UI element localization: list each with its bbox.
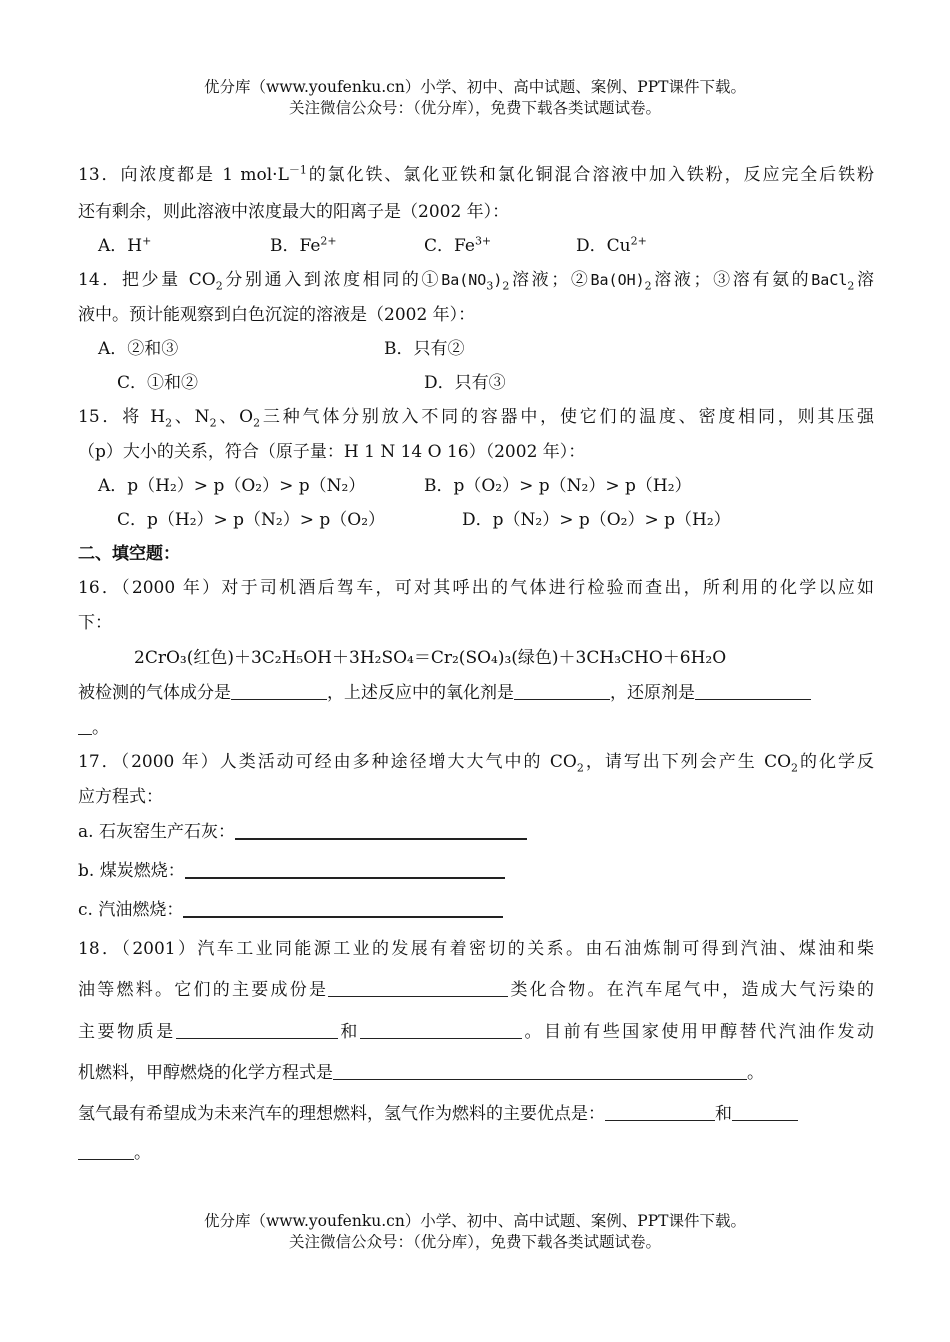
q14-option-a: A．②和③ [98, 339, 179, 359]
q16-blank-oxidant[interactable] [514, 684, 610, 700]
q18-line-1: 18．（2001）汽车工业同能源工业的发展有着密切的关系。由石油炼制可得到汽油、煤油和柴 [78, 939, 874, 959]
q17-line-2: 应方程式： [78, 787, 163, 807]
q16-line-3: 被检测的气体成分是 ，上述反应中的氧化剂是 ，还原剂是 [78, 678, 874, 703]
q17-blank-b[interactable] [185, 861, 505, 879]
q17-item-a: a. 石灰窑生产石灰： [78, 817, 874, 842]
q18-blank-advantage-2-cont[interactable] [78, 1144, 134, 1160]
q13-option-d: D．$Cu^{2+}$ [576, 234, 647, 256]
q13-line-1: 13．向浓度都是 1 $mol\cdot L^{-1}$的氯化铁、氯化亚铁和氯化铜混合溶液中加入铁粉，反应完全后铁粉 [78, 163, 874, 185]
q14-option-b: B．只有② [384, 339, 465, 359]
q18-line-6: 。 [78, 1138, 874, 1163]
q18-line-2: 油等燃料。它们的主要成份是 类化合物。在汽车尾气中，造成大气污染的 [78, 980, 874, 1000]
q15-option-a: A．p（H₂）> p（O₂）> p（N₂） [98, 476, 366, 496]
page-header [0, 77, 950, 119]
q17-item-b: b. 煤炭燃烧： [78, 856, 874, 881]
header-line-1: 优分库（www.youfenku.cn）小学、初中、高中试题、案例、PPT课件下载。 [203, 78, 747, 96]
q18-blank-advantage-2[interactable] [732, 1105, 798, 1121]
q14-option-d: D．只有③ [424, 373, 506, 393]
header-line-2: 关注微信公众号：（优分库），免费下载各类试题试卷。 [288, 99, 661, 117]
q18-blank-equation[interactable] [333, 1064, 747, 1080]
q18-line-5: 氢气最有希望成为未来汽车的理想燃料，氢气作为燃料的主要优点是： 和 [78, 1099, 874, 1124]
q17-blank-c[interactable] [183, 900, 503, 918]
q15-line-2: （p）大小的关系，符合（原子量：H 1 N 14 O 16）（2002 年）： [78, 442, 586, 462]
q18-blank-pollutant-2[interactable] [360, 1023, 522, 1039]
q16-blank-reductant[interactable] [695, 684, 811, 700]
q17-blank-a[interactable] [235, 822, 527, 840]
q16-line-1: 16．（2000 年）对于司机酒后驾车，可对其呼出的气体进行检验而查出，所利用的化学以应如 [78, 578, 874, 598]
q13-option-a: A．H+ [98, 234, 152, 256]
q17-line-1: 17．（2000 年）人类活动可经由多种途径增大大气中的 $CO_2$，请写出下列会产生 $CO_2$的化学反 [78, 752, 874, 775]
page-footer [0, 1211, 950, 1253]
q16-line-4: 。 [78, 713, 874, 738]
q15-option-c: C．p（H₂）> p（N₂）> p（O₂） [117, 510, 386, 530]
q17-item-c: c. 汽油燃烧： [78, 895, 874, 920]
q16-blank-gas[interactable] [231, 684, 327, 700]
q18-blank-advantage-1[interactable] [605, 1105, 715, 1121]
q14-line-1: 14．把少量 $CO_2$分别通入到浓度相同的$①Ba(NO_3)_2$溶液；$②Ba(OH)_2$溶液；③溶有氨的BaCl$_2$溶 [78, 270, 875, 293]
section-2-heading: 二、填空题： [78, 544, 180, 564]
q14-line-2: 液中。预计能观察到白色沉淀的溶液是（2002 年）： [78, 305, 476, 325]
q15-line-1: 15．将 $H_2$、$N_2$、$O_2$三种气体分别放入不同的容器中，使它们的温度、密度相同，则其压强 [78, 407, 874, 430]
q16-blank-reductant-cont[interactable] [78, 719, 92, 735]
q18-blank-pollutant-1[interactable] [176, 1023, 338, 1039]
q13-option-b: B．$Fe^{2+}$ [270, 234, 337, 256]
q15-option-d: D．p（N₂）> p（O₂）> p（H₂） [462, 510, 731, 530]
q16-line-2: 下： [78, 613, 112, 633]
q13-line-2: 还有剩余，则此溶液中浓度最大的阳离子是（2002 年）： [78, 202, 510, 222]
footer-line-2: 关注微信公众号：（优分库），免费下载各类试题试卷。 [288, 1233, 661, 1251]
q13-option-c: C．$Fe^{3+}$ [424, 234, 492, 256]
q18-line-3: 主要物质是 和 。目前有些国家使用甲醇替代汽油作发动 [78, 1022, 875, 1042]
q18-line-4: 机燃料，甲醇燃烧的化学方程式是 。 [78, 1063, 764, 1083]
q15-option-b: B．p（O₂）> p（N₂）> p（H₂） [424, 476, 692, 496]
footer-line-1: 优分库（www.youfenku.cn）小学、初中、高中试题、案例、PPT课件下载。 [203, 1212, 747, 1230]
q14-option-c: C．①和② [117, 373, 199, 393]
q16-equation: 2CrO₃(红色)＋3C₂H₅OH＋3H₂SO₄＝Cr₂(SO₄)₃(绿色)＋3CH₃CHO＋6H₂O [134, 648, 727, 668]
q18-blank-compound[interactable] [328, 981, 508, 997]
